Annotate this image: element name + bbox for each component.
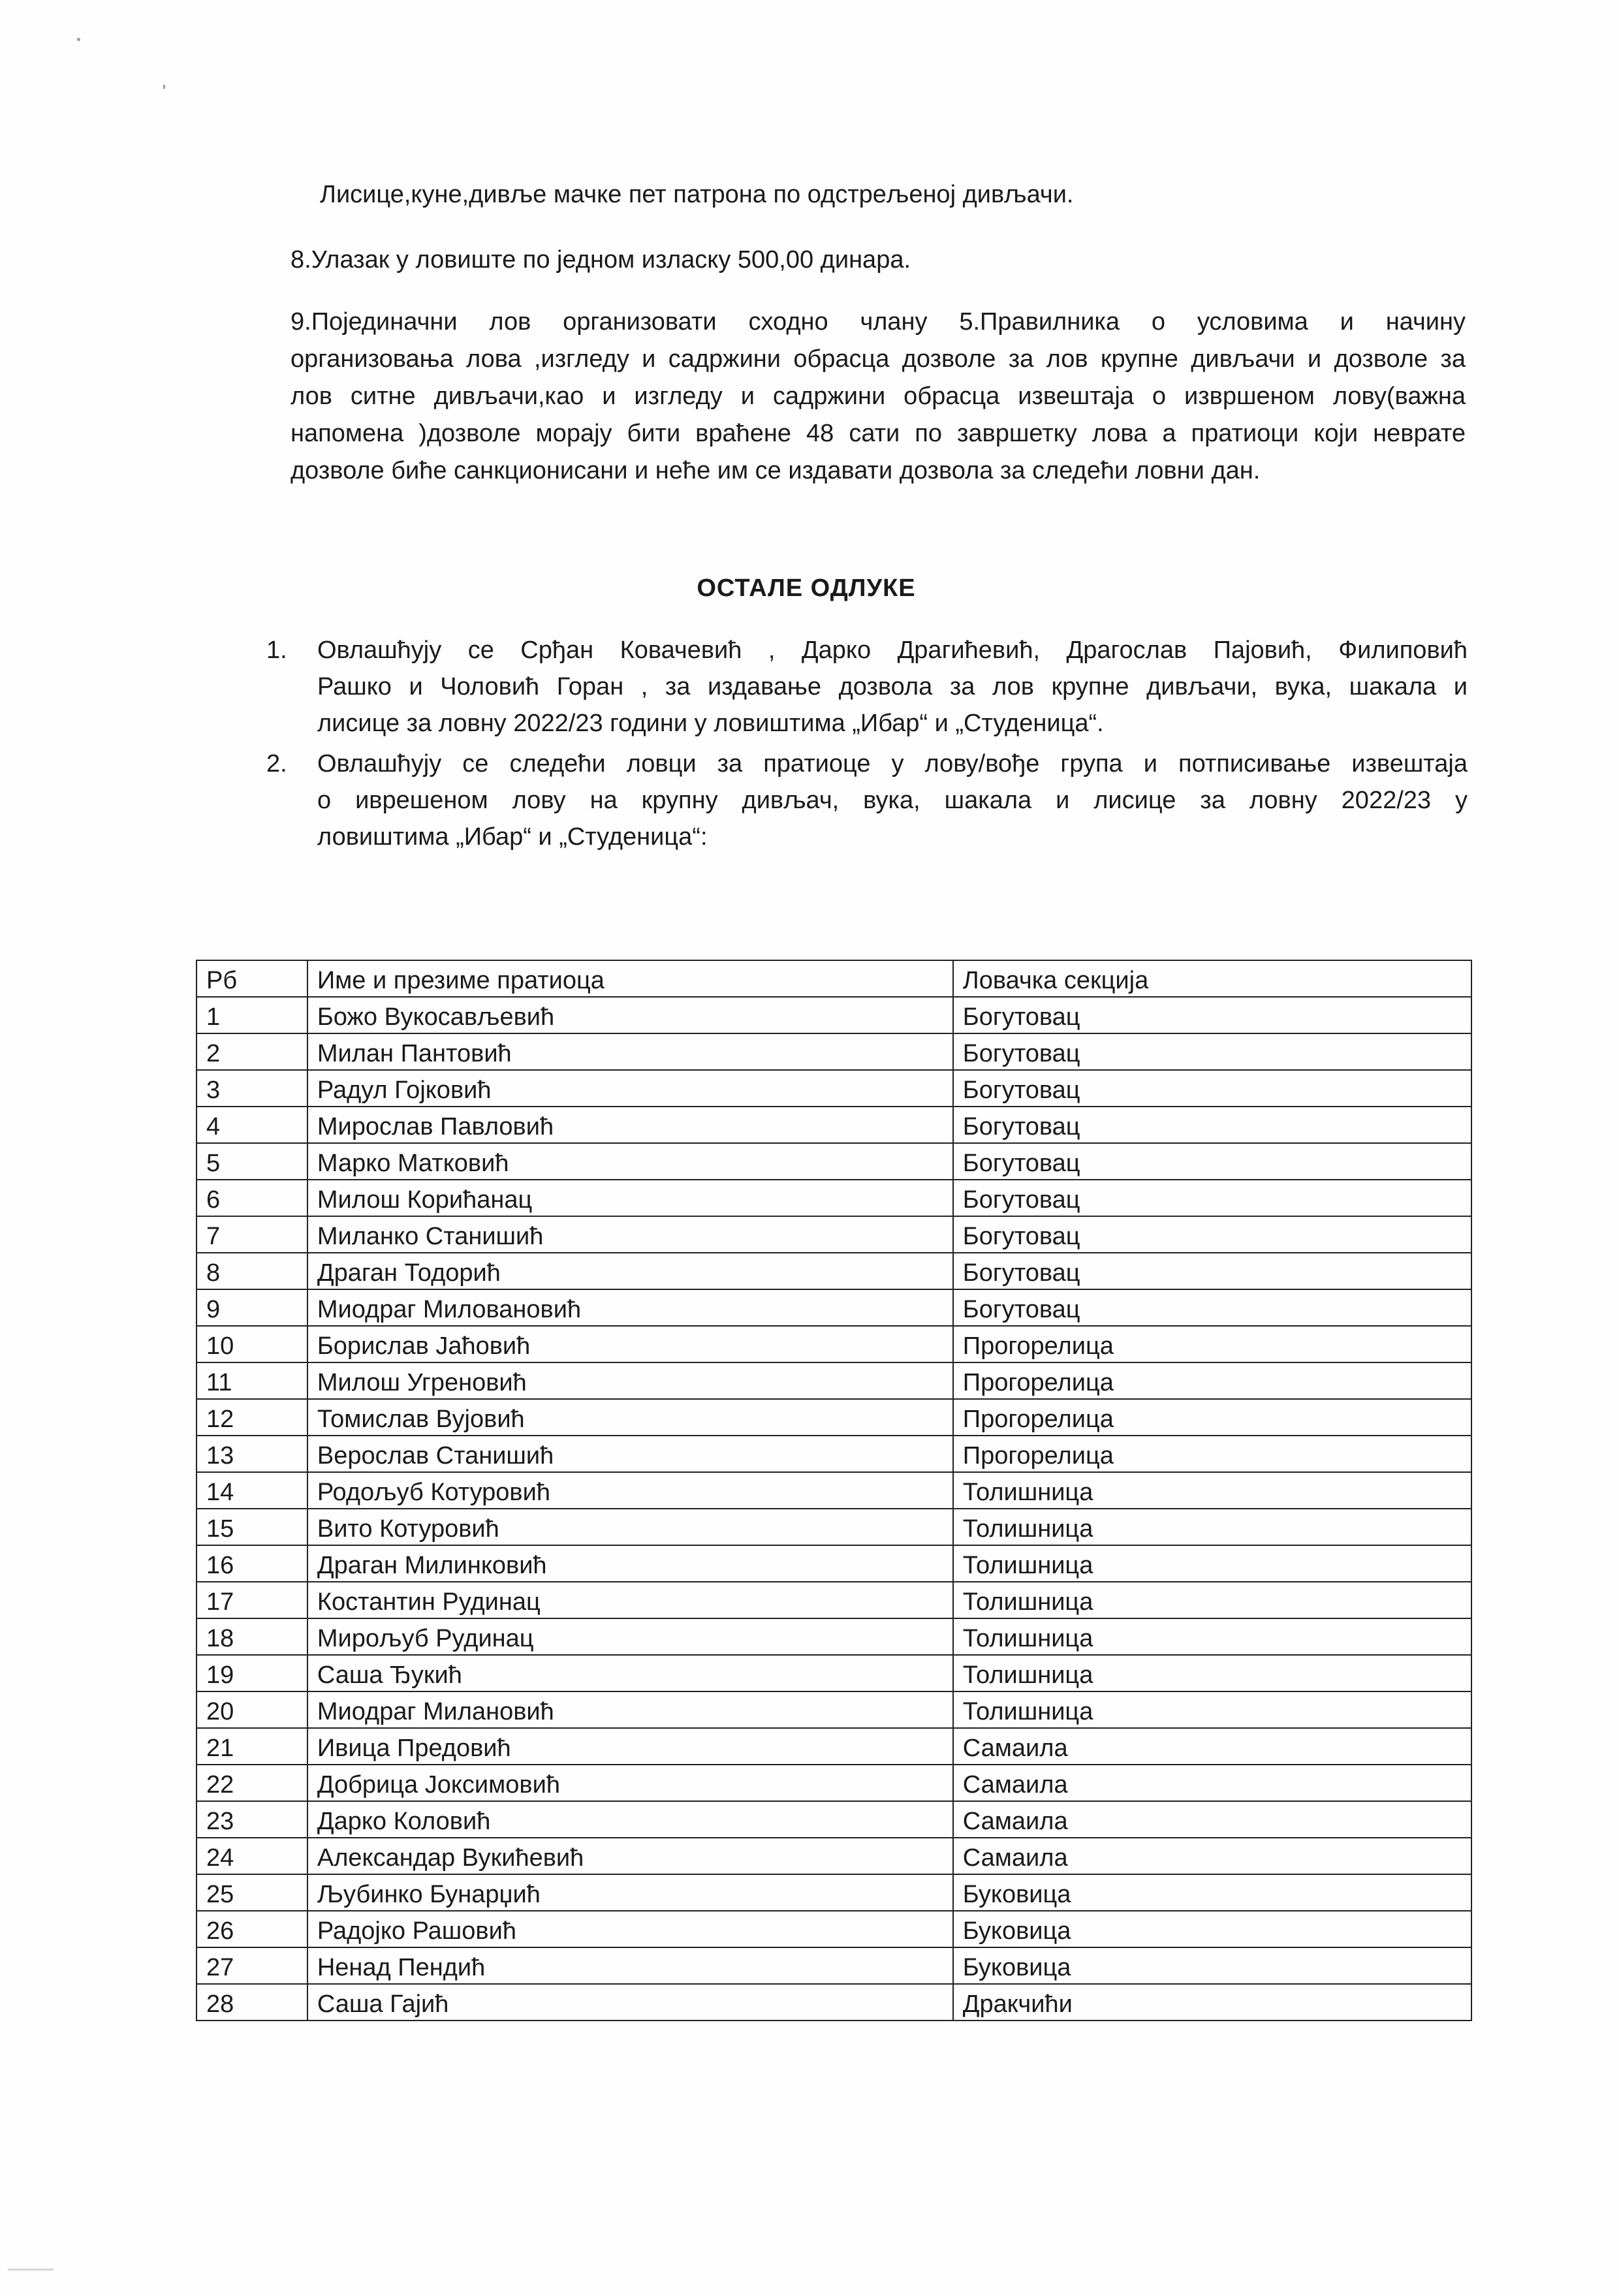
- row-number: 21: [196, 1728, 307, 1765]
- row-section: Толишница: [953, 1545, 1471, 1582]
- row-name: Дарко Коловић: [307, 1801, 953, 1838]
- table-row: [196, 1509, 1471, 1545]
- row-section: Прогорелица: [953, 1436, 1471, 1472]
- table-row: [196, 1436, 1471, 1472]
- row-name: Миланко Станишић: [307, 1216, 953, 1253]
- table-row: [196, 1765, 1471, 1801]
- header-number: Рб: [196, 960, 307, 997]
- header-name: Име и презиме пратиоца: [307, 960, 953, 997]
- row-name: Мирољуб Рудинац: [307, 1618, 953, 1655]
- row-number: 13: [196, 1436, 307, 1472]
- row-section: Богутовац: [953, 1216, 1471, 1253]
- row-section: Буковица: [953, 1874, 1471, 1911]
- table-row: [196, 1728, 1471, 1765]
- row-section: Толишница: [953, 1655, 1471, 1691]
- row-section: Богутовац: [953, 997, 1471, 1033]
- row-name: Милош Угреновић: [307, 1362, 953, 1399]
- table-row: [196, 1362, 1471, 1399]
- row-section: Богутовац: [953, 1107, 1471, 1143]
- row-name: Миодраг Милановић: [307, 1691, 953, 1728]
- row-name: Драган Тодорић: [307, 1253, 953, 1289]
- row-name: Саша Ђукић: [307, 1655, 953, 1691]
- row-name: Ивица Предовић: [307, 1728, 953, 1765]
- row-section: Самаила: [953, 1765, 1471, 1801]
- row-number: 22: [196, 1765, 307, 1801]
- row-number: 4: [196, 1107, 307, 1143]
- row-section: Толишница: [953, 1691, 1471, 1728]
- row-name: Радул Гојковић: [307, 1070, 953, 1107]
- row-section: Самаила: [953, 1728, 1471, 1765]
- row-name: Марко Матковић: [307, 1143, 953, 1180]
- row-name: Миодраг Миловановић: [307, 1289, 953, 1326]
- row-number: 20: [196, 1691, 307, 1728]
- row-number: 12: [196, 1399, 307, 1436]
- row-number: 18: [196, 1618, 307, 1655]
- row-number: 14: [196, 1472, 307, 1509]
- row-number: 7: [196, 1216, 307, 1253]
- table-header-row: [196, 960, 1471, 997]
- section-heading: ОСТАЛЕ ОДЛУКЕ: [697, 574, 916, 602]
- table-row: [196, 1618, 1471, 1655]
- row-name: Родољуб Котуровић: [307, 1472, 953, 1509]
- row-section: Самаила: [953, 1801, 1471, 1838]
- scan-speck: [163, 85, 165, 89]
- decision-text: Овлашћују се следећи ловци за пратиоце у лову/вође група и потписивање извештаја о иврешеном лову на крупну дивљач, вука, шакала и лисице за ловну 2022/23 у ловиштима „Ибар“ и „Студеница“:: [317, 750, 1468, 851]
- row-number: 9: [196, 1289, 307, 1326]
- row-section: Богутовац: [953, 1070, 1471, 1107]
- header-section: Ловачка секција: [953, 960, 1471, 997]
- table-row: [196, 1691, 1471, 1728]
- row-name: Борислав Јаћовић: [307, 1326, 953, 1362]
- row-name: Томислав Вујовић: [307, 1399, 953, 1436]
- table-row: [196, 1874, 1471, 1911]
- table-row: [196, 1216, 1471, 1253]
- row-number: 8: [196, 1253, 307, 1289]
- row-name: Радојко Рашовић: [307, 1911, 953, 1947]
- row-section: Толишница: [953, 1582, 1471, 1618]
- row-section: Богутовац: [953, 1143, 1471, 1180]
- table-row: [196, 997, 1471, 1033]
- scan-speck: [77, 38, 80, 41]
- row-number: 11: [196, 1362, 307, 1399]
- row-section: Буковица: [953, 1947, 1471, 1984]
- table-row: [196, 1947, 1471, 1984]
- row-name: Ненад Пендић: [307, 1947, 953, 1984]
- row-section: Богутовац: [953, 1253, 1471, 1289]
- row-name: Милан Пантовић: [307, 1033, 953, 1070]
- decision-number: 2.: [266, 750, 287, 778]
- row-number: 6: [196, 1180, 307, 1216]
- table-row: [196, 1326, 1471, 1362]
- row-number: 23: [196, 1801, 307, 1838]
- row-number: 5: [196, 1143, 307, 1180]
- row-name: Божо Вукосављевић: [307, 997, 953, 1033]
- escort-table: [196, 960, 1472, 2021]
- row-number: 17: [196, 1582, 307, 1618]
- row-number: 3: [196, 1070, 307, 1107]
- row-section: Самаила: [953, 1838, 1471, 1874]
- table-row: [196, 1399, 1471, 1436]
- row-name: Костантин Рудинац: [307, 1582, 953, 1618]
- row-name: Милош Корићанац: [307, 1180, 953, 1216]
- table-row: [196, 1180, 1471, 1216]
- row-number: 15: [196, 1509, 307, 1545]
- paragraph-entry-fee: 8.Улазак у ловиште по једном изласку 500,00 динара.: [291, 246, 911, 274]
- row-number: 19: [196, 1655, 307, 1691]
- row-name: Добрица Јоксимовић: [307, 1765, 953, 1801]
- paragraph-foxes: Лисице,куне,дивље мачке пет патрона по одстрељеној дивљачи.: [320, 181, 1074, 208]
- row-section: Богутовац: [953, 1180, 1471, 1216]
- row-name: Саша Гајић: [307, 1984, 953, 2021]
- row-section: Прогорелица: [953, 1326, 1471, 1362]
- table-row: [196, 1070, 1471, 1107]
- row-number: 10: [196, 1326, 307, 1362]
- row-section: Богутовац: [953, 1289, 1471, 1326]
- table-row: [196, 1143, 1471, 1180]
- row-name: Драган Милинковић: [307, 1545, 953, 1582]
- row-number: 1: [196, 997, 307, 1033]
- decision-number: 1.: [266, 637, 287, 664]
- table-row: [196, 1472, 1471, 1509]
- row-number: 27: [196, 1947, 307, 1984]
- row-name: Мирослав Павловић: [307, 1107, 953, 1143]
- row-number: 2: [196, 1033, 307, 1070]
- row-name: Вито Котуровић: [307, 1509, 953, 1545]
- decision-text: Овлашћују се Срђан Ковачевић , Дарко Драгићевић, Драгослав Пајовић, Филиповић Рашко и Чоловић Горан , за издавање дозвола за лов крупне дивљачи, вука, шакала и лисице за ловну 2022/23 години у ловиштима „Ибар“ и „Студеница“.: [317, 637, 1468, 737]
- table-row: [196, 1253, 1471, 1289]
- row-section: Прогорелица: [953, 1362, 1471, 1399]
- table-row: [196, 1984, 1471, 2021]
- table-row: [196, 1545, 1471, 1582]
- row-number: 25: [196, 1874, 307, 1911]
- row-section: Прогорелица: [953, 1399, 1471, 1436]
- table-row: [196, 1107, 1471, 1143]
- row-section: Толишница: [953, 1509, 1471, 1545]
- row-name: Верослав Станишић: [307, 1436, 953, 1472]
- row-name: Љубинко Бунарџић: [307, 1874, 953, 1911]
- table-row: [196, 1582, 1471, 1618]
- row-section: Толишница: [953, 1472, 1471, 1509]
- row-name: Александар Вукићевић: [307, 1838, 953, 1874]
- row-section: Буковица: [953, 1911, 1471, 1947]
- row-section: Богутовац: [953, 1033, 1471, 1070]
- table-row: [196, 1801, 1471, 1838]
- row-number: 24: [196, 1838, 307, 1874]
- paragraph-individual-hunt: 9.Појединачни лов организовати сходно члану 5.Правилника о условима и начину организовања лова ,изгледу и садржини обрасца дозволе за лов крупне дивљачи и дозволе за лов ситне дивљачи,као и изгледу и садржини обрасца извештаја о извршеном лову(важна напомена )дозволе морају бити враћене 48 сати по завршетку лова а пратиоци који неврате дозволе биће санкционисани и неће им се издавати дозвола за следећи ловни дан.: [291, 308, 1466, 484]
- row-section: Дракчићи: [953, 1984, 1471, 2021]
- table-row: [196, 1033, 1471, 1070]
- row-number: 26: [196, 1911, 307, 1947]
- row-number: 28: [196, 1984, 307, 2021]
- table-row: [196, 1289, 1471, 1326]
- table-row: [196, 1838, 1471, 1874]
- scan-speck: [8, 2269, 54, 2271]
- row-number: 16: [196, 1545, 307, 1582]
- table-row: [196, 1655, 1471, 1691]
- row-section: Толишница: [953, 1618, 1471, 1655]
- table-row: [196, 1911, 1471, 1947]
